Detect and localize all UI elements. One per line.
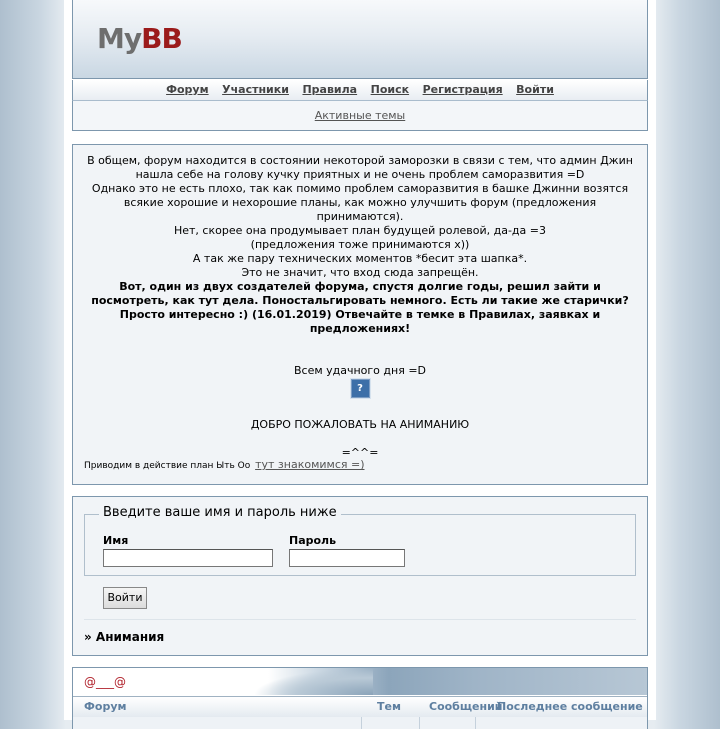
name-label: Имя <box>103 534 129 547</box>
announcement-line: В общем, форум находится в состоянии некоторой заморозки в связи с тем, что админ Джин нашла себе на голову кучку приятных и не очень проблем саморазвития =D <box>87 154 633 181</box>
name-input[interactable] <box>103 549 273 567</box>
main-navigation <box>72 80 648 101</box>
login-legend: Введите ваше имя и пароль ниже <box>99 505 341 520</box>
forum-title: » Анимания <box>84 630 165 644</box>
category-header <box>73 668 647 695</box>
plan-text: Приводим в действие план Ыть Оо <box>84 461 251 471</box>
divider <box>475 717 476 729</box>
column-posts: Сообщений <box>429 700 503 713</box>
announcement-line: Однако это не есть плохо, так как помимо проблем саморазвития в башке Джинни возятся всякие хорошие и нехорошие планы, как можно улучшить форум (предложения принимаются). <box>91 182 629 223</box>
site-header <box>72 0 648 79</box>
login-panel <box>72 496 648 656</box>
nav-members[interactable]: Участники <box>222 83 289 96</box>
introductions-link[interactable]: тут знакомимся =) <box>255 458 365 471</box>
nav-register[interactable]: Регистрация <box>422 83 503 96</box>
mybb-logo[interactable]: MyBB <box>97 22 182 55</box>
announcement-line: А так же пару технических моментов *бесит эта шапка*. <box>192 252 528 265</box>
password-label: Пароль <box>289 534 337 547</box>
announcement-bold-message: Вот, один из двух создателей форума, спустя долгие годы, решил зайти и посмотреть, как тут дела. Поностальгировать немного. Есть ли такие же старички? Просто интересно :) (16.01.2019) Отвечайте в темке в Правилах, заявках и предложениях! <box>91 280 629 335</box>
column-last-post: Последнее сообщение <box>497 700 643 713</box>
password-input[interactable] <box>289 549 405 567</box>
divider <box>361 717 362 729</box>
login-fieldset <box>84 505 636 576</box>
active-topics-link[interactable]: Активные темы <box>314 109 406 122</box>
divider <box>419 717 420 729</box>
column-topics: Тем <box>377 700 401 713</box>
category-title[interactable]: @___@ <box>84 675 126 689</box>
plan-line <box>84 458 365 471</box>
broken-image-icon: ? <box>351 379 370 398</box>
announcement-line: (предложения тоже принимаются х)) <box>250 238 470 251</box>
announcement-line: Нет, скорее она продумывает план будущей ролевой, да-да =3 <box>173 224 546 237</box>
nav-forum[interactable]: Форум <box>166 83 209 96</box>
nav-search[interactable]: Поиск <box>370 83 410 96</box>
header-swoosh-decoration <box>253 668 373 695</box>
smiley-text: =^^= <box>341 446 379 459</box>
column-forum: Форум <box>84 700 127 713</box>
welcome-text: ДОБРО ПОЖАЛОВАТЬ НА АНИМАНИЮ <box>250 418 470 431</box>
table-row <box>73 717 647 729</box>
divider <box>84 619 636 620</box>
page-container <box>64 0 656 720</box>
greeting-text: Всем удачного дня =D <box>293 364 427 377</box>
active-topics-bar <box>72 100 648 131</box>
login-submit-button[interactable]: Войти <box>103 587 147 609</box>
nav-rules[interactable]: Правила <box>302 83 358 96</box>
nav-login[interactable]: Войти <box>516 83 554 96</box>
table-header <box>73 696 647 718</box>
announcement-line: Это не значит, что вход сюда запрещён. <box>241 266 479 279</box>
announcement-panel <box>72 144 648 485</box>
announcement-text <box>73 154 647 460</box>
